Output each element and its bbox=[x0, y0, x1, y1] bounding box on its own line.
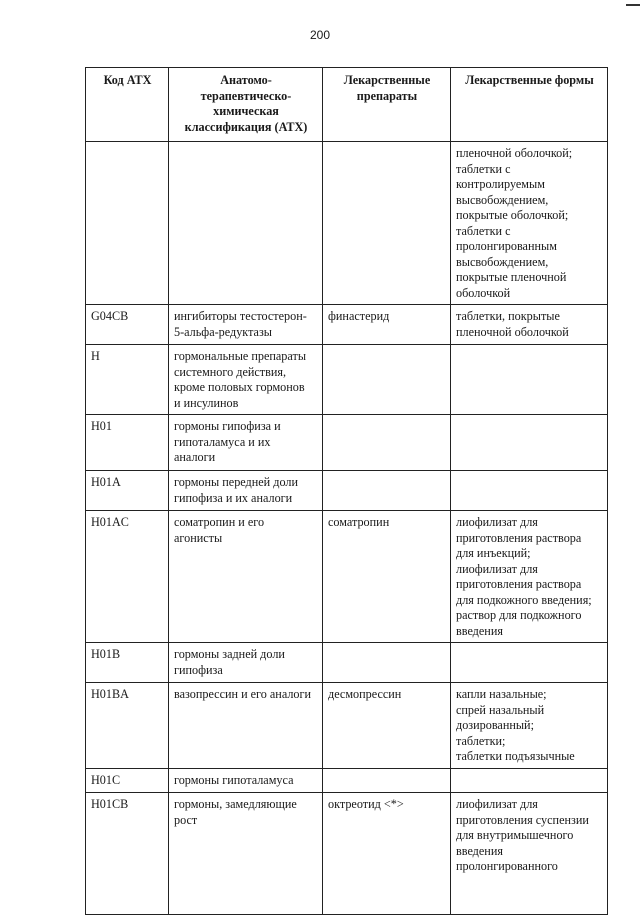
cell-classification: вазопрессин и его аналоги bbox=[169, 683, 323, 769]
cell-forms: капли назальные; спрей назальный дозированный; таблетки; таблетки подъязычные bbox=[451, 683, 608, 769]
cell-classification: гормональные препараты системного действия, кроме половых гормонов и инсулинов bbox=[169, 345, 323, 415]
cell-drug: финастерид bbox=[323, 305, 451, 345]
table-row bbox=[86, 142, 608, 305]
cell-drug bbox=[323, 345, 451, 415]
header-classification: Анатомо- терапевтическо- химическая классификация (АТХ) bbox=[169, 68, 323, 142]
cell-code: H bbox=[86, 345, 169, 415]
cell-forms bbox=[451, 471, 608, 511]
cell-code: H01 bbox=[86, 415, 169, 471]
table-row bbox=[86, 511, 608, 643]
cell-classification: гормоны передней доли гипофиза и их аналоги bbox=[169, 471, 323, 511]
cell-code bbox=[86, 142, 169, 305]
cell-drug bbox=[323, 471, 451, 511]
cell-code: H01A bbox=[86, 471, 169, 511]
cell-classification: соматропин и его агонисты bbox=[169, 511, 323, 643]
cell-forms bbox=[451, 415, 608, 471]
cell-drug bbox=[323, 415, 451, 471]
cell-forms bbox=[451, 769, 608, 793]
table-row bbox=[86, 643, 608, 683]
table-row bbox=[86, 471, 608, 511]
header-drugs: Лекарственные препараты bbox=[323, 68, 451, 142]
cell-drug bbox=[323, 142, 451, 305]
cell-forms: лиофилизат для приготовления суспензии для внутримышечного введения пролонгированного bbox=[451, 793, 608, 915]
header-code: Код АТХ bbox=[86, 68, 169, 142]
cell-drug: десмопрессин bbox=[323, 683, 451, 769]
table-row bbox=[86, 769, 608, 793]
cell-classification: гормоны, замедляющие рост bbox=[169, 793, 323, 915]
table-row bbox=[86, 415, 608, 471]
cell-forms: лиофилизат для приготовления раствора для инъекций; лиофилизат для приготовления раствора для подкожного введения; раствор для подкожного введения bbox=[451, 511, 608, 643]
cell-forms bbox=[451, 345, 608, 415]
cell-code: H01AC bbox=[86, 511, 169, 643]
atc-table bbox=[85, 67, 608, 915]
cell-drug: соматропин bbox=[323, 511, 451, 643]
cell-drug bbox=[323, 643, 451, 683]
cell-code: G04CB bbox=[86, 305, 169, 345]
corner-mark bbox=[626, 4, 640, 6]
cell-classification bbox=[169, 142, 323, 305]
page-number: 200 bbox=[309, 28, 331, 42]
cell-forms: пленочной оболочкой; таблетки с контролируемым высвобождением, покрытые оболочкой; таблетки с пролонгированным высвобождением, покрытые пленочной оболочкой bbox=[451, 142, 608, 305]
cell-classification: гормоны гипофиза и гипоталамуса и их аналоги bbox=[169, 415, 323, 471]
cell-classification: гормоны гипоталамуса bbox=[169, 769, 323, 793]
cell-classification: гормоны задней доли гипофиза bbox=[169, 643, 323, 683]
table-row bbox=[86, 345, 608, 415]
cell-drug: октреотид <*> bbox=[323, 793, 451, 915]
cell-code: H01C bbox=[86, 769, 169, 793]
table-header-row bbox=[86, 68, 608, 142]
table-row bbox=[86, 793, 608, 915]
table-row bbox=[86, 683, 608, 769]
table-row bbox=[86, 305, 608, 345]
cell-forms bbox=[451, 643, 608, 683]
cell-code: H01BA bbox=[86, 683, 169, 769]
cell-forms: таблетки, покрытые пленочной оболочкой bbox=[451, 305, 608, 345]
cell-drug bbox=[323, 769, 451, 793]
header-forms: Лекарственные формы bbox=[451, 68, 608, 142]
cell-code: H01CB bbox=[86, 793, 169, 915]
cell-code: H01B bbox=[86, 643, 169, 683]
cell-classification: ингибиторы тестостерон- 5-альфа-редуктазы bbox=[169, 305, 323, 345]
